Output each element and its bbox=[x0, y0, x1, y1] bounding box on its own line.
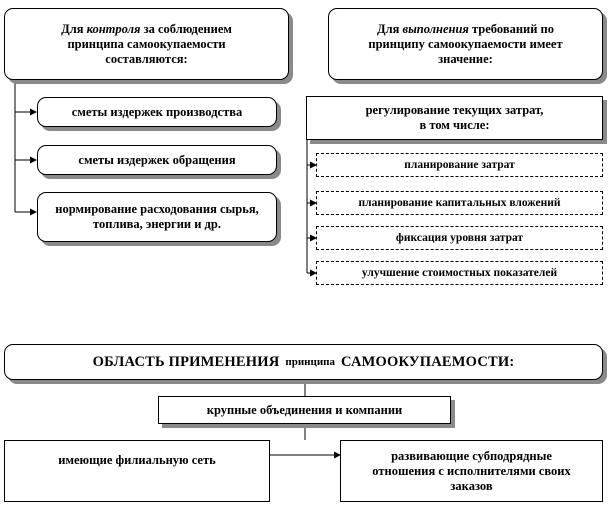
large-companies-label: крупные объединения и компании bbox=[206, 402, 403, 417]
capital-planning-label: планирование капитальных вложений bbox=[358, 196, 561, 209]
subcontracting-label: развивающие субподрядные отношения с исполнителями своих заказов bbox=[372, 448, 571, 493]
execution-header-emph: выполнения bbox=[402, 21, 469, 36]
application-title-part3: САМООКУПАЕМОСТИ: bbox=[341, 353, 515, 370]
estimate-production-box bbox=[37, 97, 277, 127]
value-improvement-box bbox=[316, 261, 603, 285]
control-header-emph: контроля bbox=[86, 21, 141, 36]
cost-fixation-box bbox=[316, 226, 603, 250]
estimate-circulation-label: сметы издержек обращения bbox=[78, 152, 236, 167]
application-area-box bbox=[4, 344, 603, 380]
subcontracting-box bbox=[340, 440, 603, 502]
control-header-line2: принципа самоокупаемости bbox=[67, 36, 226, 51]
value-improvement-label: улучшение стоимостных показателей bbox=[361, 266, 558, 279]
execution-header-post: требований по bbox=[472, 21, 555, 36]
cost-planning-box bbox=[316, 153, 603, 177]
execution-header-line2: принципу самоокупаемости имеет bbox=[368, 36, 563, 51]
control-header-post: за соблюдением bbox=[143, 21, 232, 36]
rationing-box bbox=[37, 192, 277, 242]
branch-network-box bbox=[4, 440, 270, 502]
control-header-line1 bbox=[61, 22, 232, 37]
application-title-part1: ОБЛАСТЬ ПРИМЕНЕНИЯ bbox=[92, 353, 280, 370]
cost-fixation-label: фиксация уровня затрат bbox=[395, 231, 524, 244]
estimate-circulation-box bbox=[37, 145, 277, 175]
control-header-box bbox=[4, 8, 289, 80]
current-costs-line2: в том числе: bbox=[419, 118, 490, 132]
rationing-label: нормирование расходования сырья, топлива, энергии и др. bbox=[55, 202, 259, 231]
execution-header-pre: Для bbox=[376, 21, 400, 36]
execution-header-line3: значение: bbox=[438, 51, 493, 66]
branch-network-label: имеющие филиальную сеть bbox=[58, 453, 216, 467]
current-costs-line1: регулирование текущих затрат, bbox=[365, 103, 544, 117]
current-costs-box bbox=[306, 96, 603, 140]
estimate-production-label: сметы издержек производства bbox=[71, 104, 243, 119]
cost-planning-label: планирование затрат bbox=[404, 158, 515, 171]
control-header-pre: Для bbox=[61, 21, 84, 36]
execution-header-line1 bbox=[377, 22, 554, 37]
capital-planning-box bbox=[316, 191, 603, 215]
execution-header-box bbox=[328, 8, 603, 80]
control-header-line3: составляются: bbox=[105, 51, 188, 66]
application-title-part2: принципа bbox=[285, 355, 336, 368]
large-companies-box bbox=[158, 396, 451, 424]
